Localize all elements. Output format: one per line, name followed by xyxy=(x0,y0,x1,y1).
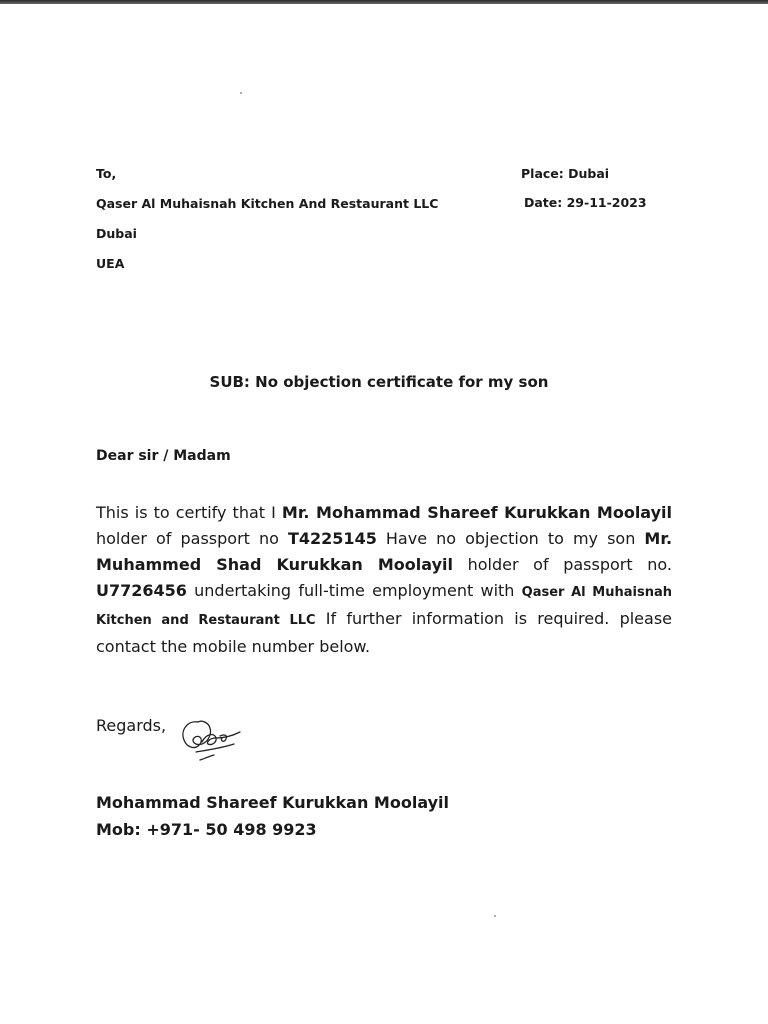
employer-name: Qaser Al Muhaisnah Kitchen and Restaurant LLC xyxy=(96,585,672,628)
scan-speck xyxy=(494,915,496,917)
recipient-address xyxy=(96,166,438,286)
scan-top-edge xyxy=(0,0,768,4)
signer-mobile: Mob: +971- 50 498 9923 xyxy=(96,820,317,839)
handwritten-signature-icon xyxy=(176,708,252,768)
recipient-country: UEA xyxy=(96,256,125,271)
letter-subject-text: SUB: No objection certificate for my son xyxy=(209,373,549,391)
father-name: Mr. Mohammad Shareef Kurukkan Moolayil xyxy=(281,503,672,522)
recipient-city: Dubai xyxy=(96,226,137,241)
recipient-to: To, xyxy=(96,166,117,181)
son-passport-number: U7726456 xyxy=(96,581,187,600)
body-text: holder of passport no. xyxy=(452,555,673,574)
letter-closing: Regards, xyxy=(96,716,167,735)
letter-body xyxy=(96,500,672,660)
letter-meta xyxy=(521,166,647,224)
body-text: If further information is required. please contact the mobile number below. xyxy=(96,609,672,656)
letter-date: Date: 29-11-2023 xyxy=(524,195,647,210)
father-passport-number: T4225145 xyxy=(287,529,377,548)
body-text: Have no objection to my son xyxy=(376,529,645,548)
body-text: This is to certify that I xyxy=(96,503,282,522)
body-text: undertaking full-time employment with xyxy=(186,581,522,600)
scan-speck xyxy=(240,92,242,94)
body-text: holder of passport no xyxy=(96,529,288,548)
letter-salutation: Dear sir / Madam xyxy=(96,448,231,464)
recipient-company: Qaser Al Muhaisnah Kitchen And Restaurant LLC xyxy=(96,196,439,211)
letter-subject xyxy=(0,373,768,391)
signer-name: Mohammad Shareef Kurukkan Moolayil xyxy=(96,793,450,812)
signer-block xyxy=(96,789,449,843)
letter-place: Place: Dubai xyxy=(521,166,610,181)
son-name: Mr. Muhammed Shad Kurukkan Moolayil xyxy=(96,529,673,574)
